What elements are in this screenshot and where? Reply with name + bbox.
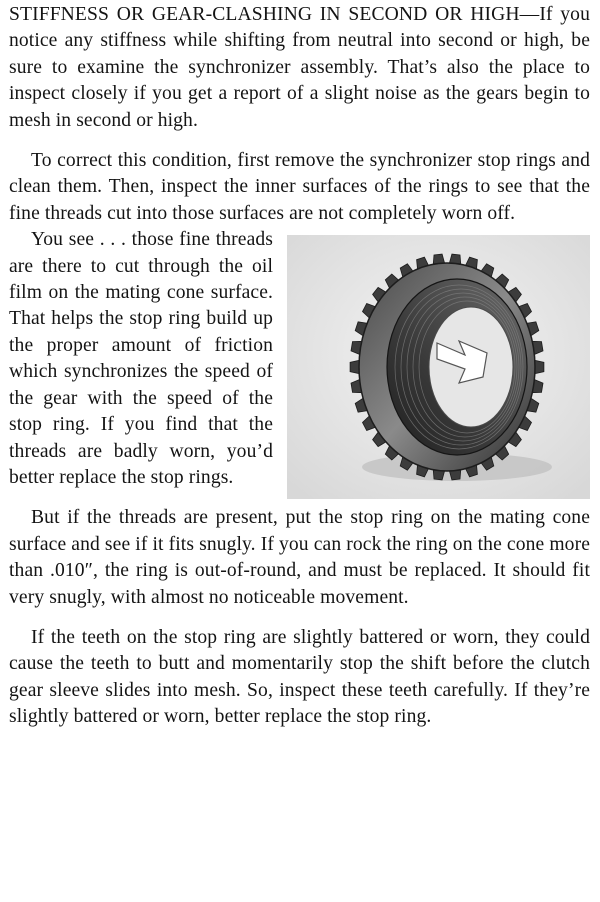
paragraph-threads-present: But if the threads are present, put the stop ring on the mating cone surface and see if it fits snugly. If you can rock the ring on the cone more than .010″, the ring is out-of-round, and must be replaced. It should fit very snugly, with almost no noticeable movement. — [9, 507, 590, 608]
synchronizer-stop-ring-image — [287, 235, 590, 499]
paragraph-teeth-battered: If the teeth on the stop ring are slightly battered or worn, they could cause the teeth to butt and momentarily stop the shift before the clutch gear sleeve slides into mesh. So, inspect these teeth carefully. If they’re slightly battered or worn, better replace the stop ring. — [9, 626, 590, 728]
section-heading: STIFFNESS OR GEAR-CLASHING IN SECOND OR HIGH — [9, 4, 520, 25]
paragraph-fine-threads: You see . . . those fine threads are there to cut through the oil film on the mating cone surface. That helps the stop ring build up the proper amount of friction which synchronizes the speed of the gear with the speed of the stop ring. If you find that the threads are badly worn, you’d better replace the stop rings. — [9, 229, 273, 488]
paragraph-text: —If you notice any stiffness while shifting from neutral into second or high, be sure to examine the synchronizer assembly. That’s also the place to inspect closely if you get a report of a slight noise as the gears begin to mesh in second or high. — [9, 4, 590, 131]
stop-ring-photo — [287, 235, 590, 499]
paragraph-correct-condition: To correct this condition, first remove the synchronizer stop rings and clean them. Then, inspect the inner surfaces of the rings to see that the fine threads cut into those surfaces are not completely worn off. — [9, 150, 590, 224]
paragraph-stiffness — [9, 2, 590, 134]
